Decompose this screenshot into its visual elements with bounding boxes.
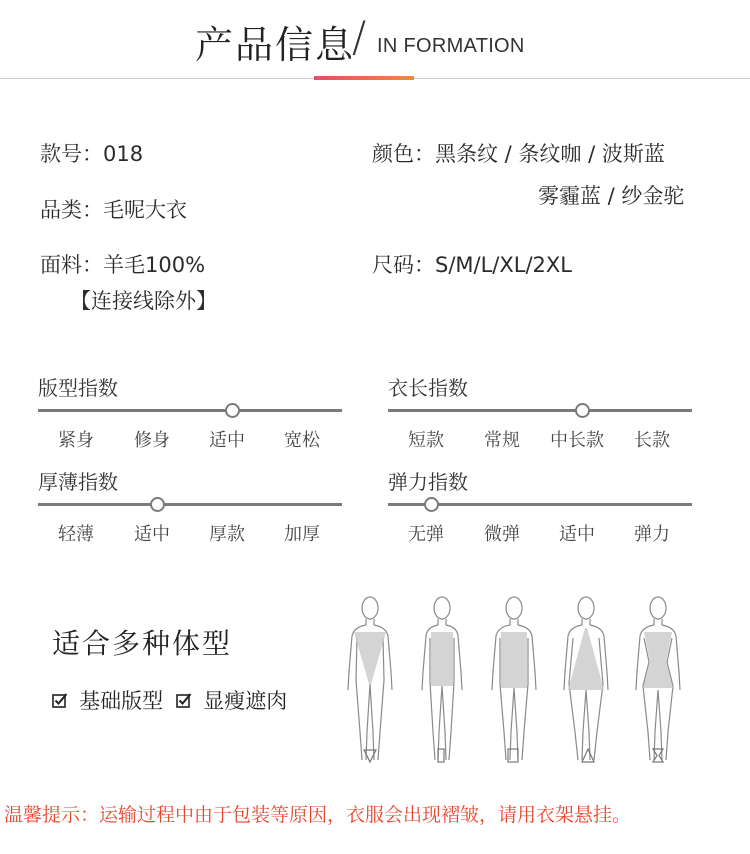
section-title-english: IN FORMATION [377,35,525,57]
scale-label: 宽松 [284,430,320,451]
scale-track [38,409,342,412]
scale-title: 衣长指数 [388,376,468,400]
scale-label: 常规 [484,430,520,451]
length-index-scale [388,372,692,456]
scale-title: 弹力指数 [388,470,468,494]
scale-label: 中长款 [550,430,604,451]
check-label: 显瘦遮肉 [203,689,288,713]
scale-label: 轻薄 [58,524,94,545]
scale-label: 修身 [134,430,170,451]
color-options-line1: 颜色：黑条纹 / 条纹咖 / 波斯蓝 [372,142,665,166]
scale-label: 微弹 [484,524,520,545]
fabric-note: 【连接线除外】 [70,289,217,313]
scale-title: 厚薄指数 [38,470,118,494]
scale-label: 无弹 [408,524,444,545]
scale-labels [388,426,692,452]
fit-checklist [52,685,295,715]
scale-labels [388,520,692,546]
shipping-notice: 温馨提示：运输过程中由于包装等原因，衣服会出现褶皱，请用衣架悬挂。 [4,804,632,826]
thickness-index-scale [38,466,342,550]
title-slash: / [352,12,367,61]
header-accent-bar [314,76,414,80]
scale-knob [150,497,165,512]
color-options-line2: 雾霾蓝 / 纱金驼 [538,184,685,208]
check-item [176,685,287,715]
section-header [0,0,750,82]
inverted-triangle-shape-icon [360,745,380,765]
section-title-chinese: 产品信息 [195,23,356,67]
slim-rectangle-shape-icon [431,745,451,765]
checkbox-checked-icon [52,692,68,708]
size-options: 尺码：S/M/L/XL/2XL [372,253,572,277]
style-number: 款号：018 [40,142,144,166]
scale-title: 版型指数 [38,376,118,400]
fabric: 面料：羊毛100% [40,253,206,277]
scale-labels [38,520,342,546]
check-item [52,685,163,715]
elasticity-index-scale [388,466,692,550]
scale-label: 弹力 [634,524,670,545]
body-fit-title: 适合多种体型 [52,627,233,660]
scale-track [388,409,692,412]
scale-label: 加厚 [284,524,320,545]
scale-label: 长款 [634,430,670,451]
scale-label: 适中 [559,524,595,545]
category: 品类：毛呢大衣 [40,198,187,222]
scale-label: 适中 [134,524,170,545]
triangle-shape-icon [578,745,598,765]
scale-knob [424,497,439,512]
checkbox-checked-icon [176,692,192,708]
scale-label: 厚款 [209,524,245,545]
scale-track [38,503,342,506]
scale-track [388,503,692,506]
rectangle-shape-icon [503,745,523,765]
scale-labels [38,426,342,452]
scale-label: 短款 [408,430,444,451]
scale-knob [225,403,240,418]
fit-index-scale [38,372,342,456]
scale-knob [575,403,590,418]
hourglass-shape-icon [648,745,668,765]
scale-label: 适中 [209,430,245,451]
check-label: 基础版型 [79,689,164,713]
scale-label: 紧身 [58,430,94,451]
